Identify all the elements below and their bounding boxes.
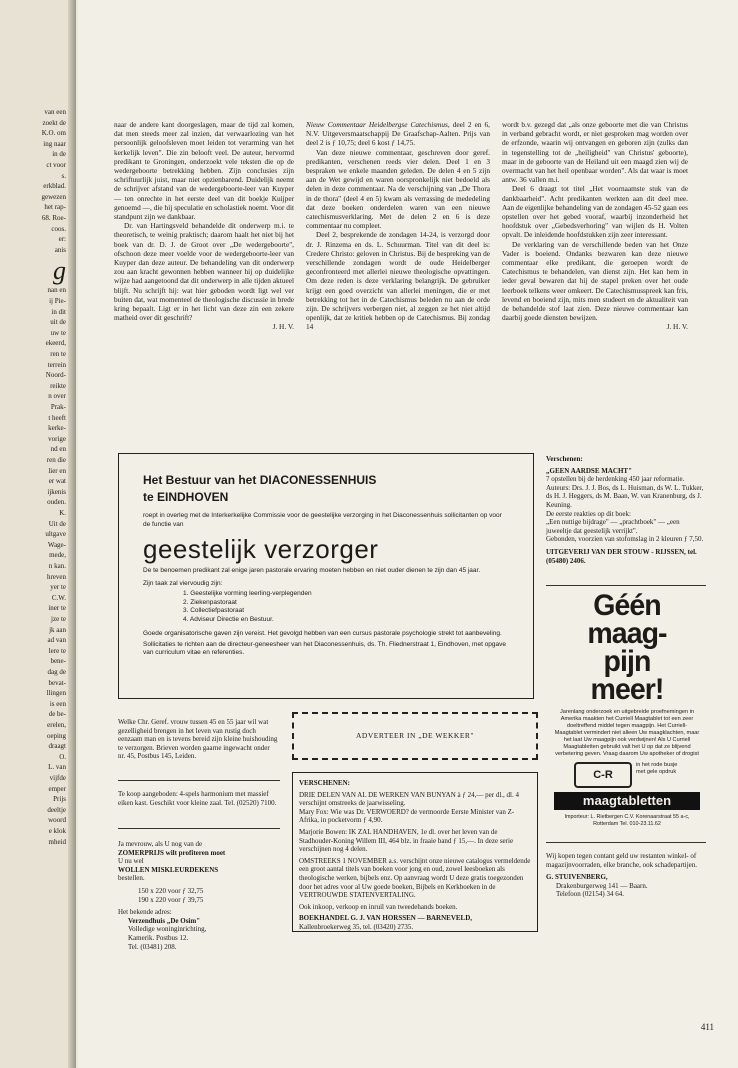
left-page-text-fragment: Noord- <box>45 371 66 380</box>
left-page-text-fragment: ad van <box>47 636 66 645</box>
left-page-text-fragment: emper <box>48 784 66 793</box>
left-page-text-fragment: s. <box>61 171 66 180</box>
left-page-text-fragment: erelen, <box>47 721 66 729</box>
ad-stuivenberg-text: Wij kopen tegen contant geld uw restanten winkel- of magazijnvoorraden, elke branche, ook schadepartijen. <box>546 852 698 869</box>
left-page-text-fragment: Wage- <box>47 540 66 549</box>
left-page-text-fragment: het rap- <box>44 203 66 212</box>
left-page-text-fragment: e klok <box>48 827 66 835</box>
ad-maag-body: Jarenlang onderzoek en uitgebreide proefnemingen in Amerika maakten het Curriell Maagtablet tot een zeer doeltreffend middel tegen maagpijn. Het Curriell-Maagtablet vermindert niet alleen Uw maagklachten, maar het laat Uw maagpijn ook verdwijnen! Als U Curriell Maagtabletten gebruikt valt het U op dat ze blijvend verbetering geven. Vraag daarom Uw apotheker of drogist <box>554 709 700 757</box>
left-page-text-fragment: bene- <box>50 657 66 666</box>
ad-maag-note: in het rode busje met gele opdruk <box>636 762 678 775</box>
ad-diac-headline: geestelijk verzorger <box>143 534 379 564</box>
left-page-text-fragment: woord <box>48 816 66 825</box>
left-page-text-fragment: nan en <box>47 286 66 295</box>
left-page-text-fragment: K.O. om <box>41 129 66 138</box>
ad-maag-headline-line: maag- <box>587 617 667 650</box>
left-page-text-fragment: oeping <box>46 731 66 740</box>
ad-bunyan-title: VERSCHENEN: <box>299 779 350 787</box>
left-page-text-fragment: ijkenis <box>47 487 66 496</box>
left-page-text-fragment: erkblad. <box>43 182 66 191</box>
left-page-text-fragment: lier en <box>48 466 66 475</box>
ad-maag-headline-line: pijn <box>603 645 651 678</box>
ad-boekhandel-van-horssen <box>292 772 538 932</box>
left-page-text-fragment: ij Pie- <box>49 297 66 305</box>
left-page-text-fragment: C.W. <box>51 593 66 602</box>
ad-diac-tasks-intro: Zijn taak zal viervoudig zijn: <box>143 579 223 587</box>
ad-diac-task: 3. Collectiefpastoraat <box>183 607 245 614</box>
ad-stuivenberg-tel: Telefoon (02154) 34 64. <box>556 890 624 899</box>
left-page-text-fragment: terrein <box>47 360 66 369</box>
page-gutter <box>68 0 76 1068</box>
ad-diac-application: Sollicitaties te richten aan de directeur-geneesheer van het Diaconessenhuis, ds. Th. Fliednerstraat 1, Eindhoven, met opgave van curriculum vitae en referenties. <box>143 640 507 656</box>
left-page-text-fragment: jk aan <box>49 625 66 634</box>
left-page-text-fragment: uw te <box>50 328 66 337</box>
ad-gam-line: „Een nuttige bijdrage" — „prachtboek" — „een juweeltje dat geestelijk verrijkt". <box>546 518 680 535</box>
ad-vrouw <box>118 718 278 761</box>
left-page-text-fragment: yer te <box>50 583 66 592</box>
ad-gam-line: Gebonden, voorzien van stofomslag in 2 kleuren ƒ 7,50. <box>546 535 704 544</box>
left-page-text-fragment: L. van <box>48 763 66 772</box>
article-col1-signature: J. H. V. <box>272 322 294 332</box>
article-col1-para-2: Dr. van Hartingsveld behandelde dit onderwerp m.i. te theoretisch, te weinig praktisch; daarom haalt het niet bij het boek van dr. D. J. de Groot over „De wedergeboorte", ofschoon deze meer voelde voor de wedergeboorte-leer van Kuyper dan deze auteur. De behandeling van dit onderwerp zou aan kracht gewonnen hebben wanneer hij op duidelijke wijze had aangetoond dat dit onderwerp in alle tijden aktueel blijft. Nu schrijft hij: wat hier geboden wordt ligt wel ver buiten dat, wat momenteel de theologische discussie in brede kring bepaalt. Ligt er in het licht van deze zin een zekere matheid over dit geschrift? <box>114 221 294 323</box>
left-page-text-fragment: in dit <box>51 307 66 316</box>
ad-maag-headline <box>558 589 697 706</box>
ad-wollen-line: WOLLEN MISKLEURDEKENS <box>118 865 219 874</box>
right-page <box>78 0 738 1068</box>
left-page-text-fragment: er wat <box>48 477 66 486</box>
ad-maagtabletten <box>554 589 700 834</box>
ad-diac-task: 1. Geestelijke vorming leerling-verplegenden <box>183 590 312 597</box>
ad-wollen-price: 190 x 220 voor ƒ 39,75 <box>138 895 204 904</box>
left-page-text-fragment: reikte <box>50 381 66 390</box>
article-col2-para-2: Van deze nieuwe commentaar, geschreven door geref. predikanten, verschenen reeds vier delen. Deel 1 en 3 bespraken we enkele maanden geleden. De delen 4 en 5 zijn aan de Wet gewijd en waren oorspronkelijk niet bedoeld als delen in deze commentaar. Na de verschijning van „De Thora in de thora" (deel 4 en 5) kwam als verrassing de mededeling dat deze boeken onderdelen waren van een nieuwe catechismusverklaring. Met de delen 2 en 6 is deze commentaar nu compleet. <box>306 147 490 231</box>
ad-wollen-price: 150 x 220 voor ƒ 32,75 <box>138 886 204 895</box>
left-page-text-fragment: vijfde <box>49 774 66 782</box>
left-page-text-fragment: kerke- <box>48 424 66 433</box>
left-page-text-fragment: in de <box>52 150 66 159</box>
ad-harmonium-text: Te koop aangeboden: 4-spels harmonium met massief eiken kast. Geschikt voor kleine zaal. Tel. (02520) 7100. <box>118 790 277 807</box>
ad-diac-tasks <box>183 590 509 624</box>
left-page-text-fragment: ekeerd, <box>45 339 66 348</box>
ad-diac-task: 4. Adviseur Directie en Bestuur. <box>183 615 274 623</box>
ad-bunyan-addr: BOEKHANDEL G. J. VAN HORSSEN — BARNEVELD, <box>299 914 473 923</box>
ad-wollen-line: ZOMERPRIJS wilt profiteren moet <box>118 848 226 857</box>
left-page-text-fragment: ct voor <box>46 161 66 169</box>
left-page-text-fragment: ing naar <box>43 139 66 148</box>
left-page-text-fragment: K. <box>59 509 66 517</box>
ad-diac-task: 2. Ziekenpastoraat <box>183 598 237 606</box>
ad-gam-publisher: UITGEVERIJ VAN DER STOUW - RIJSSEN, tel. (05480) 2406. <box>546 547 697 565</box>
left-page-text-fragment: ren die <box>46 456 66 464</box>
ad-gam-line: Auteurs: Drs. J. J. Bos, ds L. Huisman, ds W. L. Tukker, ds H. J. Heggers, ds M. Baan, W. van Kranenburg, ds J. Keuning. <box>546 483 704 509</box>
ad-wollen-addr-line: Kamerik. Postbus 12. <box>128 933 189 942</box>
left-page-text-fragment: ouden. <box>47 498 66 507</box>
article-col3-para-2: Deel 6 draagt tot titel „Het voornaamste stuk van de dankbaarheid". Acht predikanten werkten aan dit deel mee. Aan de eigenlijke behandeling van de zondagen 45-52 gaan ees opstellen over het gebed vooraf, waarbij inzonderheid het hoofdstuk over „Gebedsverhoring" van wijlen ds H. Volten opvalt. De inleidende hoofdstukken zijn zeer interessant. <box>502 184 688 240</box>
left-page-text-fragment: mede, <box>49 551 66 560</box>
left-page-text-fragment: Uit de <box>48 519 66 528</box>
left-page-text-fragment: dag de <box>47 668 66 676</box>
ad-wollen-addr-label: Het bekende adres: <box>118 908 172 917</box>
ad-stuivenberg <box>546 852 706 899</box>
left-page-text-fragment: Prak- <box>50 403 66 411</box>
ad-diac-intro: roept in overleg met de Interkerkelijke Commissie voor de geestelijke verzorging in het Diaconessenhuis sollicitanten op voor de functie van <box>143 512 502 528</box>
left-page-text-fragment: n over <box>48 392 66 401</box>
ad-wollen-addr-line: Tel. (03481) 208. <box>128 942 177 951</box>
left-page-text-fragment: uit de <box>50 318 66 327</box>
ad-bunyan-p5: Ook inkoop, verkoop en inruil van tweedehands boeken. <box>299 902 458 911</box>
article-col3-para-1: wordt b.v. gezegd dat „als onze geboorte met die van Christus in verband gebracht wordt, er niet gesproken mag worden over de erfzonde, waarin wij ontvangen en geboren zijn (zulks dan in tegenstelling tot de „heiligheid" van Christus' geboorte), maar in de geboorte van de Heiland uit een maagd zien wij de overmacht van het heil openbaar worden". Als dat waar is moet antw. 36 vallen m.i. <box>502 120 688 185</box>
left-page-edge <box>0 0 76 1068</box>
article-col1-para-1: naar de andere kant doorgeslagen, maar de tijd zal komen, dat men steeds meer zal inzien, dat verwaarlozing van het persoonlijk geloofsleven moet leiden tot verarming van het kerkelijk leven". Die zin belooft veel. De auteur, hervormd predikant te Groningen, onderzoekt vele teksten die op de wedergeboorte betrekking hebben. Zijn conclusies zijn schriftuurlijk juist, maar niet opzienbarend. Duidelijk neemt de schrijver afstand van de wedergeboorte-leer van Kuyper — ten onrechte in het eerste deel van dit boekje Kuijper genoemd —, die hij speculatie en scholastiek noemt. Voor dit standpunt zijn we dankbaar. <box>114 120 294 222</box>
ad-wollen-dekens <box>118 840 278 951</box>
article-col3-signature: J. H. V. <box>666 322 688 332</box>
left-page-text-fragment: bevat- <box>48 678 66 687</box>
ad-wekker <box>292 712 538 760</box>
left-page-text-fragment: zoekt de <box>42 118 66 127</box>
ad-wollen-prices <box>138 887 278 904</box>
ad-bunyan-p4: OMSTREEKS 1 NOVEMBER a.s. verschijnt onze nieuwe catalogus vermeldende een groot aantal titels van boeken voor jong en oud, zowel leesboeken als theologische werken, bijbels enz. Op aanvraag wordt U deze gratis toegezonden door het adres voor al Uw goede boeken, Bijbels en Kerkboeken in de VERTROUWDE STATENVERTALING. <box>299 856 531 900</box>
page-number: 411 <box>700 1022 714 1032</box>
ad-wollen-line: bestellen. <box>118 874 145 883</box>
left-page-text-fragment: hreven <box>46 572 66 581</box>
ad-wollen-line: U nu wel <box>118 857 144 866</box>
ad-maag-headline-line: Géén <box>593 589 661 622</box>
ad-bunyan-p1: DRIE DELEN VAN AL DE WERKEN VAN BUNYAN à ƒ 24,— per dl., dl. 4 verschijnt omstreeks de jaarwisseling. <box>299 790 519 808</box>
ad-harmonium <box>118 790 278 807</box>
ad-diac-title-2: te EINDHOVEN <box>143 490 229 504</box>
ad-vrouw-text: Welke Chr. Geref. vrouw tussen 45 en 55 jaar wil wat gezelligheid brengen in het leven van rustig doch eenzaam man en is tevens bereid zijn kleine huishouding te verzorgen. Brieven worden gaarne ingewacht onder nr. 45, Postbus 145, Leiden. <box>118 718 278 761</box>
left-page-text-fragment: jze te <box>51 615 66 623</box>
ad-wekker-text: ADVERTEER IN „DE WEKKER" <box>356 730 474 740</box>
ad-wollen-line: Ja mevrouw, als U nog van de <box>118 840 203 848</box>
left-page-text-fragment: ultgave <box>45 530 66 539</box>
left-page-text-fragment: gewezen <box>41 192 66 201</box>
ad-maag-brand: maagtabletten <box>554 792 700 810</box>
left-page-text-fragment: nd en <box>50 445 66 454</box>
left-page-text-fragment: Prijs <box>53 795 66 804</box>
left-page-text-fragment: de be- <box>48 710 66 719</box>
ad-maag-headline-line: meer! <box>590 673 664 706</box>
left-page-text-fragment: 68. Roe- <box>41 214 66 222</box>
ad-gam-line: De eerste reakties op dit boek: <box>546 509 631 518</box>
ad-maag-importer: Importeur: L. Rietbergen C.V. Korenaarstraat 55 a-c, Rotterdam Tel. 010-23.11.62 <box>564 814 690 827</box>
article-col3-para-3: De verklaring van de verschillende beden van het Onze Vader is boeiend. Ondanks bezwaren kan deze nieuwe commentaar elke predikant, die geroepen wordt de Catechismus te behandelen, van dienst zijn. Het kan hem in ieder geval bewaren dat hij de stapel preken over het oude leerboek telkens weer omkeert. De Catechismusspreek kan fris, levend en boeiend zijn, mits men studeert en de aktualiteit van de behandelde stof laat zien. Deze nieuwe commentaar kan daarbij goede diensten bewijzen. <box>502 239 688 323</box>
article-col2-para-3: Deel 2, besprekende de zondagen 14-24, is verzorgd door dr. J. Rinzema en ds. L. Schuurman. Titel van dit deel is: Credere Christo: geloven in Christus. Bij de bespreking van de verschillende zondagen wordt de oude Heidelberger geconfronteerd met allerlei nieuwe theologische opvattingen. Om deze reden is deze verklaring belangrijk. De gebruiker krijgt een goed overzicht van allerlei meningen, die er met betrekking tot het in de Catechismus beleden nu aan de orde zijn. De schrijvers verbergen niet, al zeggen ze het niet altijd openlijk, dat ze kritiek hebben op de Catechismus. Bij zondag 14 <box>306 230 490 332</box>
left-page-text-fragment: coos. <box>51 224 66 233</box>
left-page-text-fragment: anis <box>54 245 66 254</box>
pill-box-icon: C-R <box>574 762 632 788</box>
ad-bunyan-addr2: Kallenbroekerweg 35, tel. (03420) 2735. <box>299 922 414 931</box>
book-title: Nieuw Commentaar Heidelbergse Catechismus <box>306 120 448 129</box>
left-page-text-fragment: g <box>53 256 66 286</box>
ad-bunyan-p2: Mary Fox: Wie was Dr. VERWOERD? de vermoorde Eerste Minister van Z-Afrika, in pocketvorm ƒ 4,90. <box>299 807 515 825</box>
ad-diac-requirements: Goede organisatorische gaven zijn vereist. Het gevolgd hebben van een cursus pastorale psychologie strekt tot aanbeveling. <box>143 630 502 637</box>
ad-wollen-addr-line: Verzendhuis „De Osim" <box>128 916 201 925</box>
ad-gam-line: 7 opstellen bij de herdenking 450 jaar reformatie. <box>546 475 685 484</box>
book-info: , deel 2 en 6, N.V. Uitgeversmaatschappij De Graafschap-Aalten. Prijs van deel 2 is ƒ 10,75; deel 6 kost ƒ 14,75. <box>306 120 490 148</box>
left-page-text-fragment: mheid <box>48 837 66 846</box>
article-column-2 <box>306 120 490 332</box>
article-column-3 <box>502 120 688 332</box>
left-page-text-fragment: van een <box>44 108 66 116</box>
ad-bunyan-p3: Marjorie Bowen: IK ZAL HANDHAVEN, 1e dl. over het leven van de Stadhouder-Koning Willem III, 464 blz. in fraaie band ƒ 15,—. In deze serie verschijnen nog 4 delen. <box>299 827 514 854</box>
ad-stuivenberg-addr: Drakenburgerweg 141 — Baarn. <box>556 881 648 890</box>
ad-geen-aardse-macht <box>546 455 706 565</box>
divider <box>118 780 280 781</box>
left-page-text-fragment: lere te <box>48 646 66 655</box>
divider <box>546 842 706 843</box>
ad-maag-pack-row <box>554 760 700 790</box>
ad-wollen-address <box>128 917 278 951</box>
left-page-text-fragment: n kan. <box>48 562 66 570</box>
left-page-text-fragment: vorige <box>48 434 66 443</box>
ad-gam-book: „GEEN AARDSE MACHT" <box>546 466 632 475</box>
left-page-text-fragment: O. <box>59 752 66 761</box>
ad-diac-desc: De te benoemen predikant zal enige jaren pastorale ervaring moeten hebben en niet ouder dienen te zijn dan 45 jaar. <box>143 567 481 574</box>
article-column-1 <box>114 120 294 332</box>
divider <box>118 828 280 829</box>
left-page-text-fragment: llingen <box>46 689 66 698</box>
left-page-text-fragment: draagt <box>48 742 66 751</box>
left-page-text-fragment: deeltje <box>47 805 66 814</box>
ad-diaconessenhuis <box>118 453 534 699</box>
ad-wollen-addr-line: Volledige woninginrichting, <box>128 925 207 934</box>
left-page-text-fragment: ren te <box>50 350 66 358</box>
left-page-text-fragment: er: <box>58 235 66 244</box>
left-page-text-fragment: t heeft <box>48 413 66 422</box>
ad-stuivenberg-name: G. STUIVENBERG, <box>546 873 608 882</box>
divider <box>546 585 706 586</box>
ad-diac-title-1: Het Bestuur van het DIACONESSENHUIS <box>143 473 377 487</box>
ad-gam-label: Verschenen: <box>546 455 583 463</box>
left-page-text-fragment: iner te <box>48 604 66 613</box>
left-page-text-fragment: is een <box>49 699 66 708</box>
